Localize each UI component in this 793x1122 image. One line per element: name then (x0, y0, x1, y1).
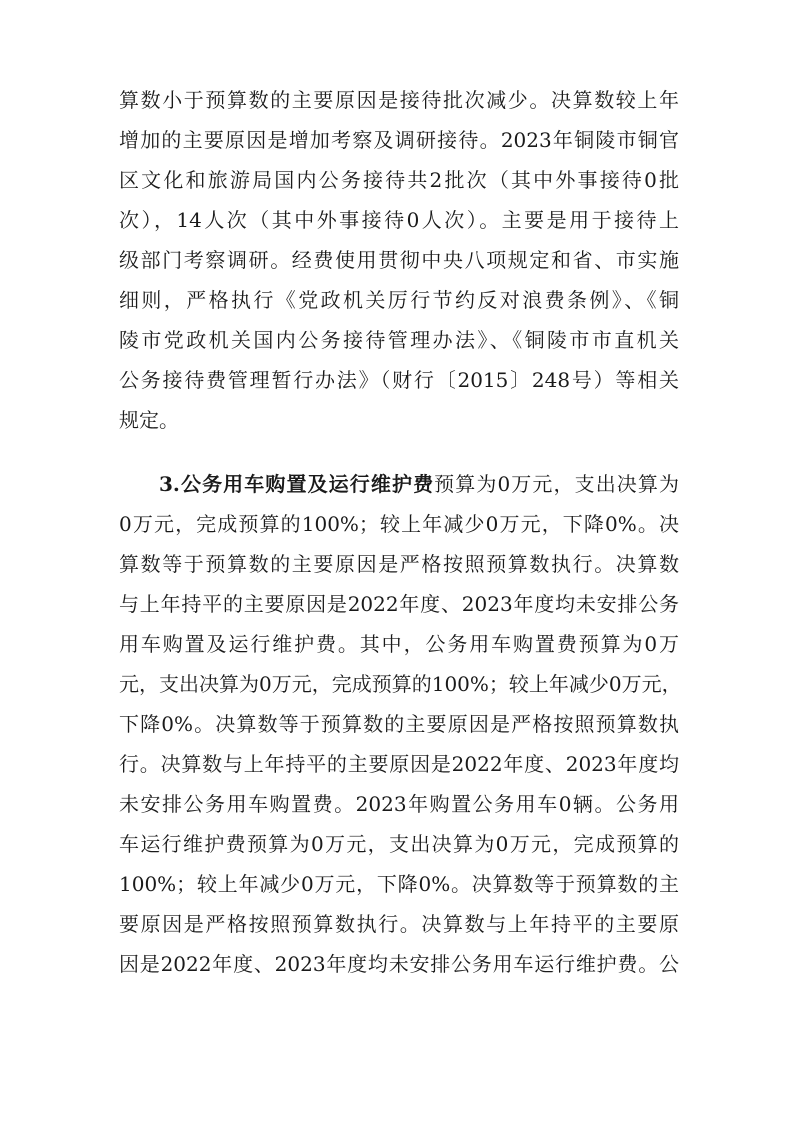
paragraph-line: 下降0%。决算数等于预算数的主要原因是严格按照预算数执 (119, 712, 679, 736)
section-3-heading: 3.公务用车购置及运行维护费 (159, 472, 435, 496)
section-3-first-line-text: 预算为0万元，支出决算为 (434, 472, 679, 496)
paragraph-line: 规定。 (119, 408, 179, 432)
paragraph-line: 算数等于预算数的主要原因是严格按照预算数执行。决算数 (119, 552, 679, 576)
paragraph-line: 区文化和旅游局国内公务接待共2批次（其中外事接待0批 (119, 168, 679, 192)
paragraph-line: 100%；较上年减少0万元，下降0%。决算数等于预算数的主 (119, 872, 679, 896)
paragraph-line: 用车购置及运行维护费。其中，公务用车购置费预算为0万 (119, 632, 679, 656)
paragraph-line: 增加的主要原因是增加考察及调研接待。2023年铜陵市铜官 (119, 128, 679, 152)
paragraph-line: 与上年持平的主要原因是2022年度、2023年度均未安排公务 (119, 592, 679, 616)
paragraph-line: 0万元，完成预算的100%；较上年减少0万元，下降0%。决 (119, 512, 679, 536)
paragraph-line: 细则，严格执行《党政机关厉行节约反对浪费条例》、《铜 (119, 288, 679, 312)
paragraph-line: 次），14人次（其中外事接待0人次）。主要是用于接待上 (119, 208, 679, 232)
paragraph-line: 因是2022年度、2023年度均未安排公务用车运行维护费。公 (119, 952, 679, 976)
paragraph-line: 要原因是严格按照预算数执行。决算数与上年持平的主要原 (119, 912, 679, 936)
paragraph-line: 行。决算数与上年持平的主要原因是2022年度、2023年度均 (119, 752, 679, 776)
paragraph-line: 公务接待费管理暂行办法》（财行〔2015〕248号）等相关 (119, 368, 679, 392)
paragraph-line: 算数小于预算数的主要原因是接待批次减少。决算数较上年 (119, 88, 679, 112)
paragraph-line: 级部门考察调研。经费使用贯彻中央八项规定和省、市实施 (119, 248, 679, 272)
paragraph-line: 陵市党政机关国内公务接待管理办法》、《铜陵市市直机关 (119, 328, 679, 352)
section-3-first-line (159, 464, 679, 504)
paragraph-line: 车运行维护费预算为0万元，支出决算为0万元，完成预算的 (119, 832, 679, 856)
paragraph-line: 未安排公务用车购置费。2023年购置公务用车0辆。公务用 (119, 792, 679, 816)
paragraph-line: 元，支出决算为0万元，完成预算的100%；较上年减少0万元， (119, 672, 682, 696)
